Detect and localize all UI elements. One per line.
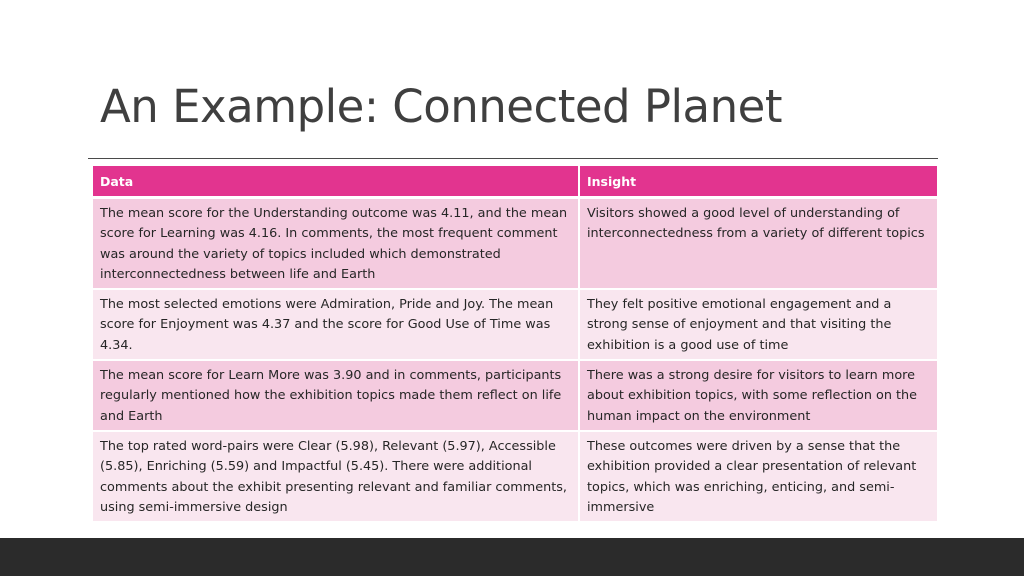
insight-cell: Visitors showed a good level of understanding of interconnectedness from a variety of different topics xyxy=(579,198,937,290)
table-row xyxy=(93,360,937,431)
table-row xyxy=(93,431,937,522)
data-insight-table xyxy=(93,166,937,523)
title-divider xyxy=(88,158,938,159)
insight-cell: These outcomes were driven by a sense that the exhibition provided a clear presentation of relevant topics, which was enriching, enticing, and semi-immersive xyxy=(579,431,937,522)
footer-bar xyxy=(0,538,1024,576)
data-cell: The top rated word-pairs were Clear (5.98), Relevant (5.97), Accessible (5.85), Enriching (5.59) and Impactful (5.45). There were additional comments about the exhibit presenting relevant and familiar comments, using semi-immersive design xyxy=(93,431,579,522)
slide-title: An Example: Connected Planet xyxy=(100,80,782,133)
insight-cell: They felt positive emotional engagement and a strong sense of enjoyment and that visiting the exhibition is a good use of time xyxy=(579,289,937,360)
header-insight: Insight xyxy=(579,166,937,198)
data-cell: The most selected emotions were Admiration, Pride and Joy. The mean score for Enjoyment was 4.37 and the score for Good Use of Time was 4.34. xyxy=(93,289,579,360)
table-header-row xyxy=(93,166,937,198)
table-row xyxy=(93,198,937,290)
table-row xyxy=(93,289,937,360)
insight-cell: There was a strong desire for visitors to learn more about exhibition topics, with some reflection on the human impact on the environment xyxy=(579,360,937,431)
header-data: Data xyxy=(93,166,579,198)
data-cell: The mean score for Learn More was 3.90 and in comments, participants regularly mentioned how the exhibition topics made them reflect on life and Earth xyxy=(93,360,579,431)
data-cell: The mean score for the Understanding outcome was 4.11, and the mean score for Learning was 4.16. In comments, the most frequent comment was around the variety of topics included which demonstrated interconnectedness between life and Earth xyxy=(93,198,579,290)
